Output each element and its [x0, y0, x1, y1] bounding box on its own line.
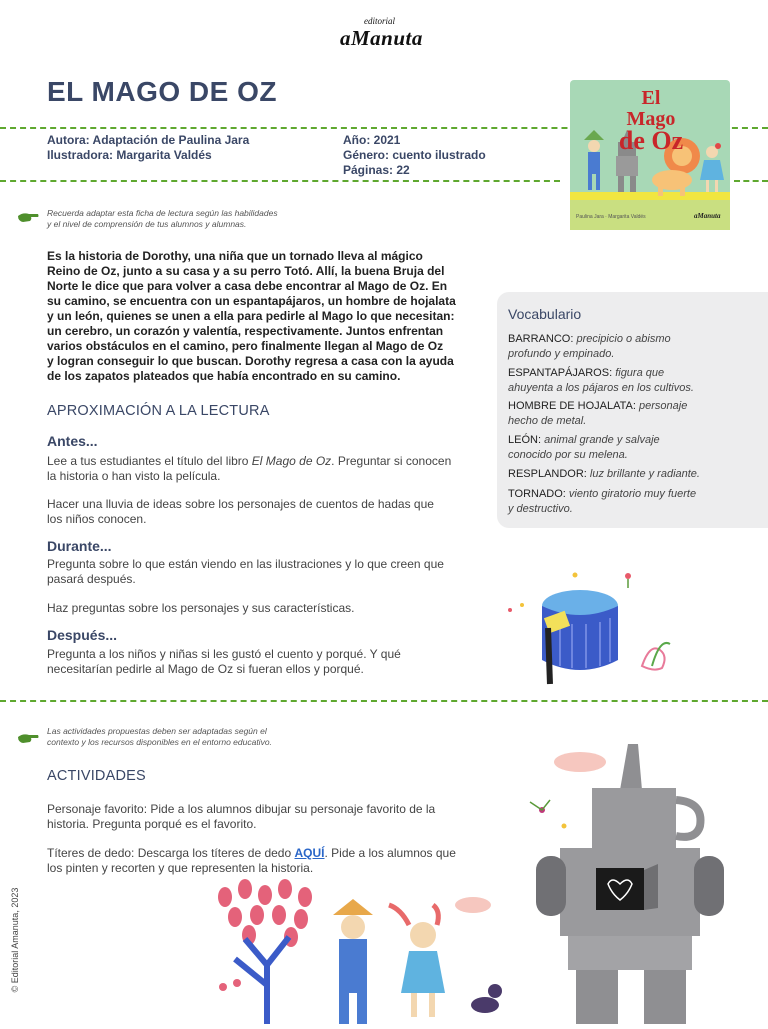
vocab-term: ESPANTAPÁJAROS: — [508, 367, 613, 379]
summary-line: Es la historia de Dorothy, una niña que un tornado lleva al mágico — [47, 249, 423, 263]
vocab-term: LEÓN: — [508, 434, 542, 446]
characters-illustration — [205, 875, 510, 1024]
pointing-hand-icon — [17, 210, 39, 224]
before-p1-line1 — [47, 454, 477, 469]
vocab-item — [508, 433, 733, 462]
activity-favorite-character — [47, 802, 487, 832]
logo-small-text: editorial — [364, 16, 395, 26]
vocabulary-box — [497, 292, 768, 528]
logo-main-text: aManuta — [340, 26, 423, 50]
tin-man-illustration — [520, 740, 768, 1024]
note-activities — [47, 726, 272, 748]
summary-line: Reino de Oz, junto a su casa y a su perro Totó. Allí, la buena Bruja del — [47, 264, 445, 278]
vocab-def: animal grande y salvaje — [544, 434, 660, 446]
meta-left — [47, 133, 249, 163]
activity-1-line2: historia. Pregunta porqué es el favorito. — [47, 817, 257, 831]
before-p1-line2: la historia o han visto la película. — [47, 469, 221, 483]
vocab-def: figura que — [615, 367, 665, 379]
vocab-term: TORNADO: — [508, 488, 566, 500]
vocab-term: HOMBRE DE HOJALATA: — [508, 400, 636, 412]
during-p1-line2: pasará después. — [47, 572, 136, 586]
cover-publisher: aManuta — [694, 212, 721, 220]
vocab-item — [508, 487, 733, 516]
vocab-item — [508, 467, 733, 482]
pages-text: Páginas: 22 — [343, 163, 410, 177]
divider-meta — [0, 180, 560, 182]
divider-activities — [0, 700, 768, 702]
note-activities-line1: Las actividades propuestas deben ser adaptadas según el — [47, 726, 267, 736]
activities-heading: ACTIVIDADES — [47, 768, 146, 784]
activity-2-pre: Títeres de dedo: Descarga los títeres de dedo — [47, 846, 295, 860]
illustrator-text: Ilustradora: Margarita Valdés — [47, 148, 212, 162]
note-adapt-line1: Recuerda adaptar esta ficha de lectura según las habilidades — [47, 208, 278, 218]
after-p-line1: Pregunta a los niños y niñas si les gustó el cuento y porqué. Y qué — [47, 647, 401, 661]
summary-line: su camino, se encuentra con un espantapájaros, un hombre de hojalata — [47, 294, 456, 308]
after-heading: Después... — [47, 627, 118, 643]
approach-heading: APROXIMACIÓN A LA LECTURA — [47, 403, 270, 419]
cover-title-line2: de Oz — [618, 126, 684, 155]
pointing-hand-icon — [17, 731, 39, 745]
book-title-italic: El Mago de Oz — [251, 454, 332, 468]
during-p1-line1: Pregunta sobre lo que están viendo en las ilustraciones y lo que creen que — [47, 557, 444, 571]
summary-line: varios obstáculos en el camino, pero finalmente llegan al Mago de Oz — [47, 339, 444, 353]
cover-credits: Paulina Jara · Margarita Valdés — [576, 214, 646, 220]
during-paragraph-2: Haz preguntas sobre los personajes y sus características. — [47, 601, 355, 615]
tree-stump-axe-illustration — [500, 568, 680, 693]
note-activities-line2: contexto y los recursos disponibles en el entorno educativo. — [47, 737, 272, 747]
vocab-def: personaje — [639, 400, 688, 412]
year-text: Año: 2021 — [343, 133, 401, 147]
summary — [47, 249, 467, 384]
copyright-text: © Editorial Amanuta, 2023 — [10, 887, 20, 993]
genre-text: Género: cuento ilustrado — [343, 148, 486, 162]
vocab-item — [508, 332, 733, 361]
note-adapt — [47, 208, 278, 230]
cover-title-line1: El Mago — [626, 87, 676, 130]
summary-line: y logran conseguir lo que buscan. Dorothy regresa a casa con la ayuda — [47, 354, 454, 368]
vocab-item — [508, 366, 733, 395]
vocab-def: viento giratorio muy fuerte — [568, 488, 697, 500]
after-p-line2: necesitarían pedirle al Mago de Oz si fueran ellos y porqué. — [47, 662, 364, 676]
summary-line: Norte le dice que para volver a casa debe encontrar al Mago de Oz. En — [47, 279, 448, 293]
before-p1-pre: Lee a tus estudiantes el título del libro — [47, 454, 252, 468]
book-cover — [570, 80, 730, 230]
publisher-logo — [340, 14, 432, 54]
vocab-def: y destructivo. — [508, 502, 573, 515]
before-paragraph-2 — [47, 497, 477, 527]
author-text: Autora: Adaptación de Paulina Jara — [47, 133, 250, 147]
activity-1-line1: Personaje favorito: Pide a los alumnos dibujar su personaje favorito de la — [47, 802, 436, 816]
vocab-def: luz brillante y radiante. — [589, 468, 700, 480]
vocab-def: hecho de metal. — [508, 414, 587, 427]
divider-meta-right — [734, 180, 768, 182]
activity-2-post: . Pide a los alumnos que — [324, 846, 456, 860]
before-paragraph-1 — [47, 454, 477, 484]
after-paragraph — [47, 647, 477, 677]
before-p2-line1: Hacer una lluvia de ideas sobre los personajes de cuentos de hadas que — [47, 497, 434, 511]
during-paragraph-1 — [47, 557, 477, 587]
summary-line: un cerebro, un corazón y valentía, respectivamente. Juntos enfrentan — [47, 324, 444, 338]
page-title: EL MAGO DE OZ — [47, 76, 277, 107]
before-p1-post: . Preguntar si conocen — [331, 454, 452, 468]
before-p2-line2: los niños conocen. — [47, 512, 147, 526]
vocab-def: conocido por su melena. — [508, 448, 628, 461]
activity-finger-puppets — [47, 846, 487, 876]
vocab-item — [508, 399, 733, 428]
note-adapt-line2: y el nivel de comprensión de tus alumnos y alumnas. — [47, 219, 247, 229]
vocab-term: BARRANCO: — [508, 333, 574, 345]
activity-2-line1 — [47, 846, 487, 861]
before-heading: Antes... — [47, 433, 98, 449]
during-heading: Durante... — [47, 538, 112, 554]
activity-2-line2: los pinten y recorten y que representen la historia. — [47, 861, 314, 875]
vocabulary-title: Vocabulario — [508, 306, 582, 322]
download-puppets-link[interactable]: AQUÍ — [294, 846, 325, 860]
meta-right — [343, 133, 486, 178]
summary-line: y un león, quienes se unen a ella para pedirle al Mago lo que necesitan: — [47, 309, 455, 323]
vocab-def: ahuyenta a los pájaros en los cultivos. — [508, 381, 694, 394]
vocab-def: profundo y empinado. — [508, 347, 615, 360]
vocab-def: precipicio o abismo — [576, 333, 671, 345]
summary-line: de los zapatos plateados que había encontrado en su camino. — [47, 369, 401, 383]
vocab-term: RESPLANDOR: — [508, 468, 587, 480]
